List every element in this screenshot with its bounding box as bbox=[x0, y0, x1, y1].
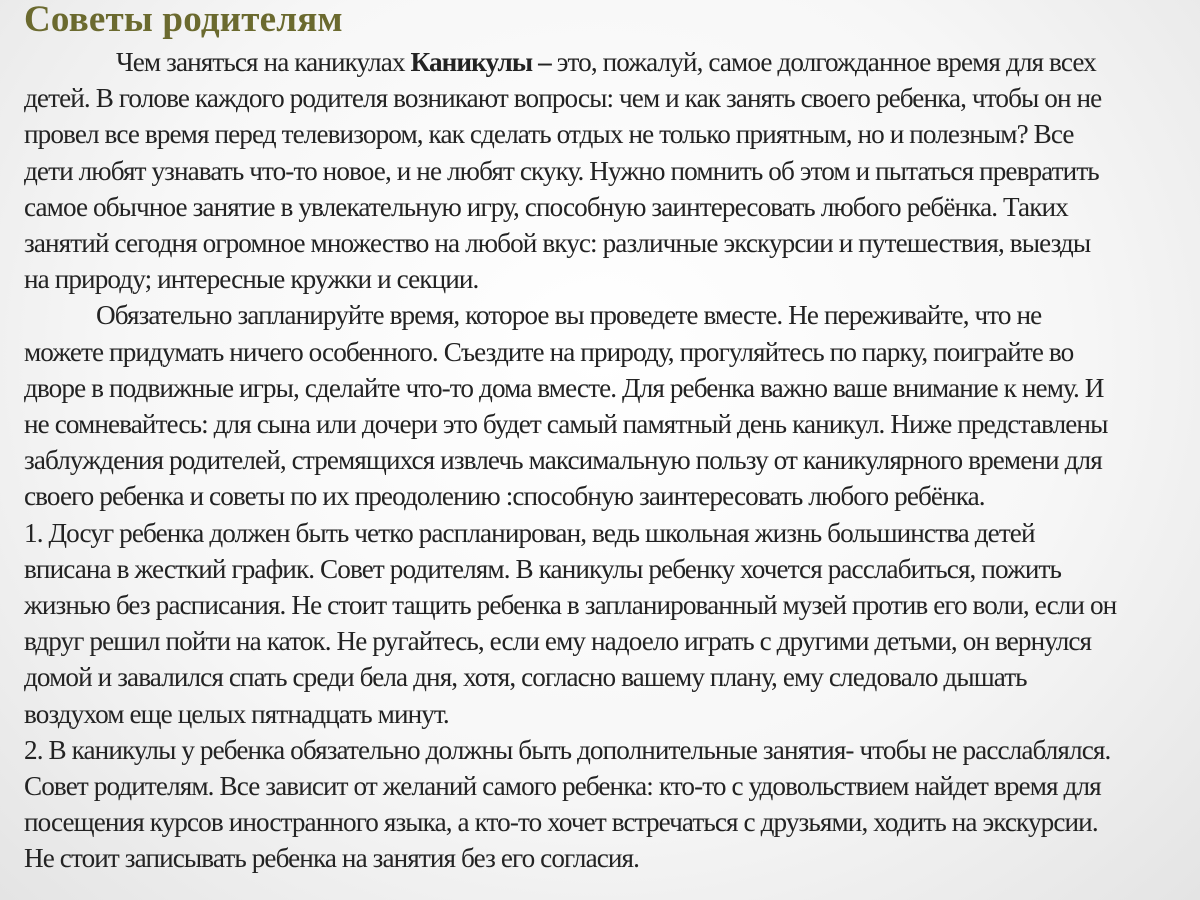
text-line: жизнью без расписания. Не стоит тащить ребенка в запланированный музей против его воли, если он bbox=[24, 590, 1117, 621]
text-line: провел все время перед телевизором, как сделать отдых не только приятным, но и полезным? Все bbox=[24, 119, 1074, 150]
text-line: на природу; интересные кружки и секции. bbox=[24, 264, 479, 295]
text-line: дети любят узнавать что-то новое, и не любят скуку. Нужно помнить об этом и пытаться превратить bbox=[24, 155, 1099, 186]
text-line: детей. В голове каждого родителя возникают вопросы: чем и как занять своего ребенка, чтобы он не bbox=[24, 83, 1102, 114]
text-line: вдруг решил пойти на каток. Не ругайтесь, если ему надоело играть с другими детьми, он вернулся bbox=[24, 626, 1092, 657]
article-body bbox=[24, 44, 1172, 877]
text-line: Не стоит записывать ребенка на занятия без его согласия. bbox=[24, 843, 640, 874]
text-line: не сомневайтесь: для сына или дочери это будет самый памятный день каникул. Ниже представлены bbox=[24, 409, 1108, 440]
text-line: посещения курсов иностранного языка, а кто-то хочет встречаться с друзьями, ходить на экскурсии. bbox=[24, 807, 1098, 838]
text-line: Совет родителям. Все зависит от желаний самого ребенка: кто-то с удовольствием найдет время для bbox=[24, 771, 1101, 802]
text-line bbox=[24, 44, 1172, 80]
highlight-term: Каникулы – bbox=[410, 47, 557, 77]
text-line: занятий сегодня огромное множество на любой вкус: различные экскурсии и путешествия, выезды bbox=[24, 228, 1091, 259]
text-line: дворе в подвижные игры, сделайте что-то дома вместе. Для ребенка важно ваше внимание к нему. И bbox=[24, 372, 1104, 403]
text-line: домой и завалился спать среди бела дня, хотя, согласно вашему плану, ему следовало дышать bbox=[24, 662, 1027, 693]
text-line: самое обычное занятие в увлекательную игру, способную заинтересовать любого ребёнка. Таких bbox=[24, 191, 1068, 222]
list-item-1: 1. Досуг ребенка должен быть четко распланирован, ведь школьная жизнь большинства детей bbox=[24, 517, 1035, 548]
text-line: вписана в жесткий график. Совет родителям. В каникулы ребенку хочется расслабиться, пожить bbox=[24, 553, 1062, 584]
intro-text: это, пожалуй, самое долгожданное время для всех bbox=[556, 47, 1096, 77]
text-line: можете придумать ничего особенного. Съездите на природу, прогуляйтесь по парку, поиграйте во bbox=[24, 336, 1074, 367]
text-line: своего ребенка и советы по их преодолению :способную заинтересовать любого ребёнка. bbox=[24, 481, 985, 512]
list-item-2: 2. В каникулы у ребенка обязательно должны быть дополнительные занятия- чтобы не расслаблялся. bbox=[24, 734, 1111, 765]
text-line: заблуждения родителей, стремящихся извлечь максимальную пользу от каникулярного времени для bbox=[24, 445, 1102, 476]
page-title: Советы родителям bbox=[24, 0, 343, 40]
text-line: Обязательно запланируйте время, которое вы проведете вместе. Не переживайте, что не bbox=[96, 300, 1042, 331]
intro-heading: Чем заняться на каникулах bbox=[116, 47, 411, 77]
text-line: воздухом еще целых пятнадцать минут. bbox=[24, 698, 449, 729]
